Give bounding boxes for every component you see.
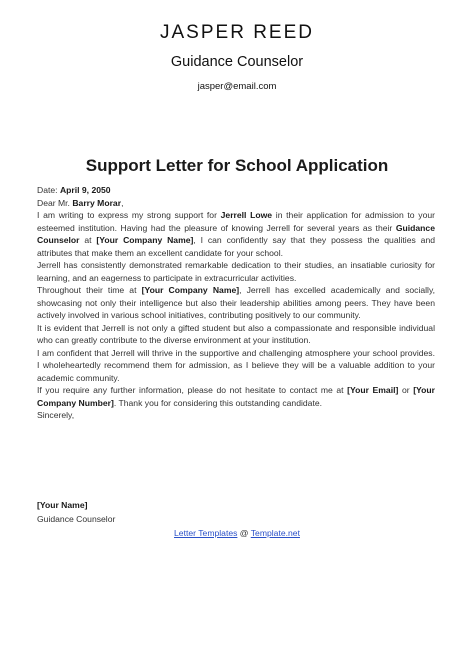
footer (0, 528, 474, 538)
recipient-name: Barry Morar (72, 197, 122, 208)
letter-title: Support Letter for School Application (85, 156, 389, 175)
paragraph-6 (37, 384, 435, 409)
p1-text-c: at (79, 235, 97, 245)
sender-role: Guidance Counselor (170, 54, 304, 70)
p3-text-a: Throughout their time at (37, 285, 142, 295)
p1-text-a: I am writing to express my strong support for (37, 210, 221, 220)
date-value: April 9, 2050 (59, 185, 111, 195)
paragraph-2: Jerrell has consistently demonstrated remarkable dedication to their studies, an insatiable curiosity for learning, and an eagerness to participate in extracurricular activities. (37, 260, 435, 283)
signature-title: Guidance Counselor (37, 514, 116, 524)
email-placeholder: [Your Email] (347, 385, 399, 395)
p6-text-b: or (398, 385, 414, 395)
company-name-placeholder: [Your Company Name] (96, 235, 194, 245)
date-label: Date: (37, 185, 60, 195)
p6-text-a: If you require any further information, please do not hesitate to contact me at (37, 385, 348, 395)
company-number-placeholder: [Your Company Number] (37, 385, 435, 408)
letter-templates-link[interactable]: Letter Templates (174, 528, 238, 538)
footer-separator: @ (237, 528, 251, 538)
counselor-role: Guidance Counselor (37, 222, 435, 245)
letter-body (37, 184, 435, 422)
student-name: Jerrell Lowe (220, 210, 273, 220)
paragraph-5: I am confident that Jerrell will thrive in the supportive and challenging atmosphere your school provides. I wholeheartedly recommend them for admission, as I believe they will be a valuable addition to your academic community. (37, 347, 435, 383)
paragraph-4: It is evident that Jerrell is not only a gifted student but also a compassionate and responsible individual who can greatly contribute to the diverse environment at your institution. (37, 322, 435, 345)
sender-email: jasper@email.com (197, 81, 277, 92)
salutation-prefix: Dear Mr. (37, 197, 73, 208)
p6-text-c: . Thank you for considering this outstanding candidate. (113, 397, 323, 408)
signature-block (37, 498, 115, 526)
p3-text-b: , Jerrell has excelled academically and socially, showcasing not only their intelligence but also their leadership abilities among peers. They have been actively involved in various school initiatives, contributing positively to our community. (37, 285, 436, 320)
sender-name: JASPER REED (160, 22, 314, 43)
company-name-placeholder: [Your Company Name] (141, 285, 240, 295)
signature-name: [Your Name] (37, 500, 88, 510)
closing: Sincerely, (37, 410, 75, 420)
salutation-suffix: , (121, 197, 124, 208)
p1-text-d: , I can confidently say that they possess the qualities and attributes that make them an excellent candidate for your school. (37, 235, 435, 258)
paragraph-3 (37, 284, 435, 322)
p1-text-b: in their application for admission to your esteemed institution. Having had the pleasure of knowing Jerrell for several years as their (37, 210, 435, 233)
date-line (37, 184, 435, 197)
template-net-link[interactable]: Template.net (250, 528, 300, 538)
salutation (37, 197, 435, 210)
paragraph-1 (37, 209, 435, 259)
